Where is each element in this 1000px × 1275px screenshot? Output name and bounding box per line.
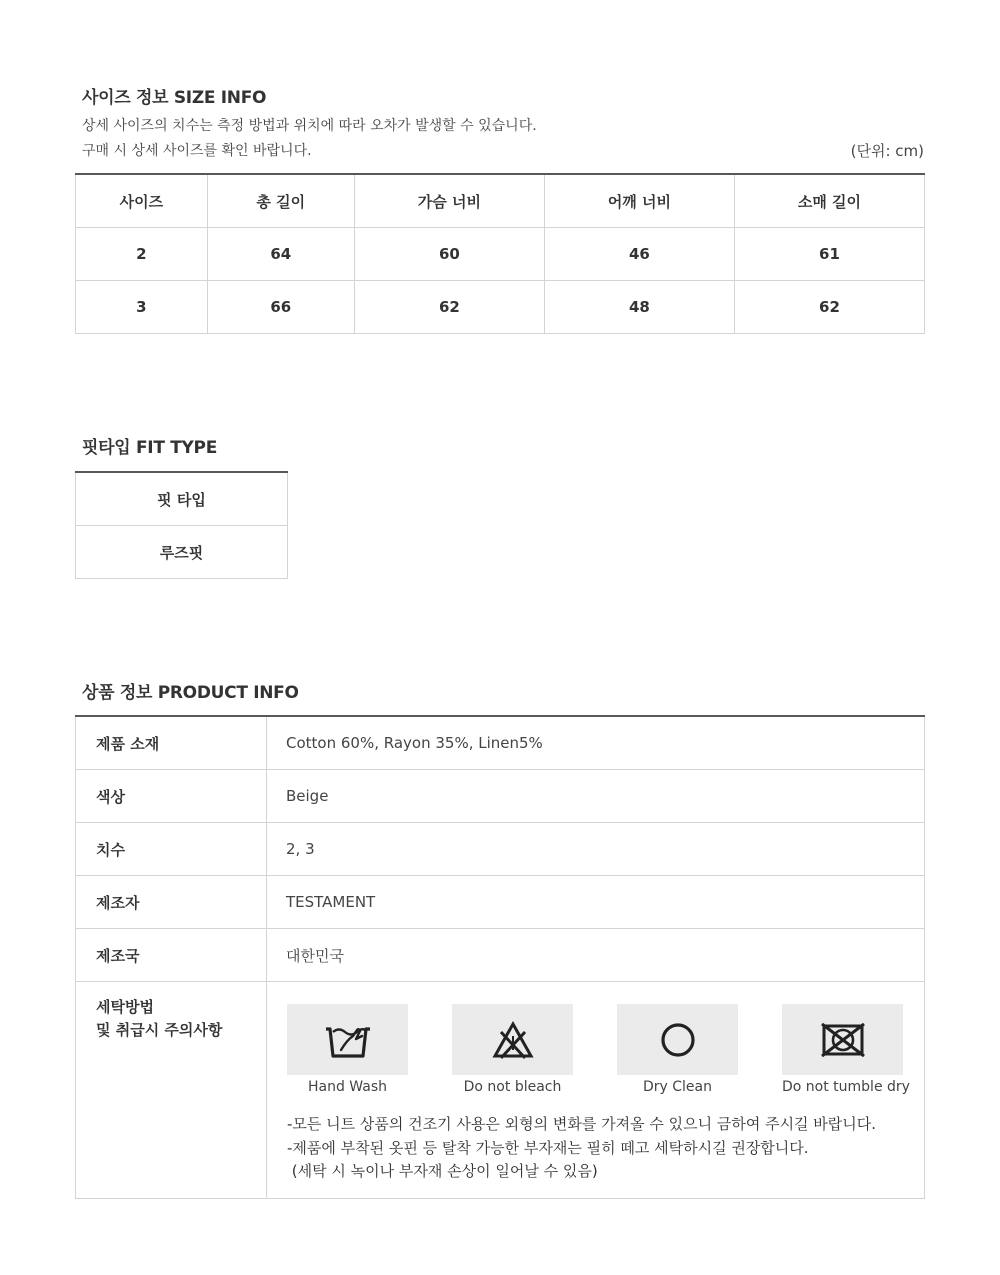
care-label-text: Hand Wash <box>307 1079 387 1095</box>
material-value: Cotton 60%, Rayon 35%, Linen5% <box>267 716 925 770</box>
do-not-bleach-icon <box>491 1020 535 1060</box>
care-icon-box <box>287 1004 408 1075</box>
table-row <box>76 876 925 929</box>
manufacturer-value: TESTAMENT <box>267 876 925 929</box>
care-label-line1: 세탁방법 <box>96 998 154 1016</box>
table-row <box>76 526 288 579</box>
care-item-hand-wash <box>287 1004 408 1095</box>
table-cell: 3 <box>76 281 208 334</box>
table-cell: 64 <box>207 228 354 281</box>
table-cell: 2 <box>76 228 208 281</box>
care-label <box>76 982 267 1199</box>
care-item-do-not-bleach <box>452 1004 573 1095</box>
hand-wash-icon <box>323 1020 373 1060</box>
size-info-desc-line1: 상세 사이즈의 치수는 측정 방법과 위치에 따라 오차가 발생할 수 있습니다. <box>82 118 537 134</box>
table-cell: 62 <box>354 281 544 334</box>
table-cell: 66 <box>207 281 354 334</box>
size-table <box>75 173 925 334</box>
chest-width-col-header: 가슴 너비 <box>354 174 544 228</box>
care-icon-box <box>782 1004 903 1075</box>
table-row <box>76 716 925 770</box>
dimension-label: 치수 <box>76 823 267 876</box>
table-row <box>76 823 925 876</box>
product-info-table <box>75 715 925 1199</box>
dimension-value: 2, 3 <box>267 823 925 876</box>
table-cell: 48 <box>544 281 734 334</box>
table-row <box>76 228 925 281</box>
size-table-header-row <box>76 174 925 228</box>
table-row <box>76 982 925 1199</box>
care-item-dry-clean <box>617 1004 738 1095</box>
dry-clean-icon <box>658 1020 698 1060</box>
size-unit-label: (단위: cm) <box>850 142 924 160</box>
shoulder-width-col-header: 어깨 너비 <box>544 174 734 228</box>
table-row <box>76 770 925 823</box>
care-label-text: Do not tumble dry <box>782 1079 910 1095</box>
total-length-col-header: 총 길이 <box>207 174 354 228</box>
fit-type-value: 루즈핏 <box>76 526 288 579</box>
size-info-title: 사이즈 정보 SIZE INFO <box>82 88 267 108</box>
care-note-accessories: -제품에 부착된 옷핀 등 탈착 가능한 부자재는 필히 떼고 세탁하시길 권장합니다. <box>287 1138 809 1157</box>
do-not-tumble-dry-icon <box>819 1020 867 1060</box>
table-row <box>76 929 925 982</box>
product-info-title: 상품 정보 PRODUCT INFO <box>82 683 299 703</box>
fit-type-table <box>75 471 288 579</box>
table-cell: 62 <box>734 281 924 334</box>
care-label-text: Do not bleach <box>463 1079 562 1095</box>
country-value: 대한민국 <box>267 929 925 982</box>
care-instructions <box>267 982 925 1199</box>
care-label-text: Dry Clean <box>642 1079 712 1095</box>
care-notes <box>287 1113 924 1184</box>
color-label: 색상 <box>76 770 267 823</box>
care-icon-box <box>452 1004 573 1075</box>
manufacturer-label: 제조자 <box>76 876 267 929</box>
table-cell: 46 <box>544 228 734 281</box>
size-col-header: 사이즈 <box>76 174 208 228</box>
material-label: 제품 소재 <box>76 716 267 770</box>
care-icon-box <box>617 1004 738 1075</box>
care-icons-row <box>287 1004 924 1095</box>
sleeve-length-col-header: 소매 길이 <box>734 174 924 228</box>
care-label-line2: 및 취급시 주의사항 <box>96 1021 223 1039</box>
size-info-desc-line2: 구매 시 상세 사이즈를 확인 바랍니다. <box>82 143 312 159</box>
table-row <box>76 472 288 526</box>
fit-type-header: 핏 타입 <box>76 472 288 526</box>
table-row <box>76 281 925 334</box>
care-item-do-not-tumble-dry <box>782 1004 910 1095</box>
care-note-rust: (세탁 시 녹이나 부자재 손상이 일어날 수 있음) <box>287 1162 598 1180</box>
care-note-dryer: -모든 니트 상품의 건조기 사용은 외형의 변화를 가져올 수 있으니 금하여 주시길 바랍니다. <box>287 1115 877 1133</box>
fit-type-title: 핏타입 FIT TYPE <box>82 438 218 458</box>
table-cell: 61 <box>734 228 924 281</box>
color-value: Beige <box>267 770 925 823</box>
table-cell: 60 <box>354 228 544 281</box>
country-label: 제조국 <box>76 929 267 982</box>
